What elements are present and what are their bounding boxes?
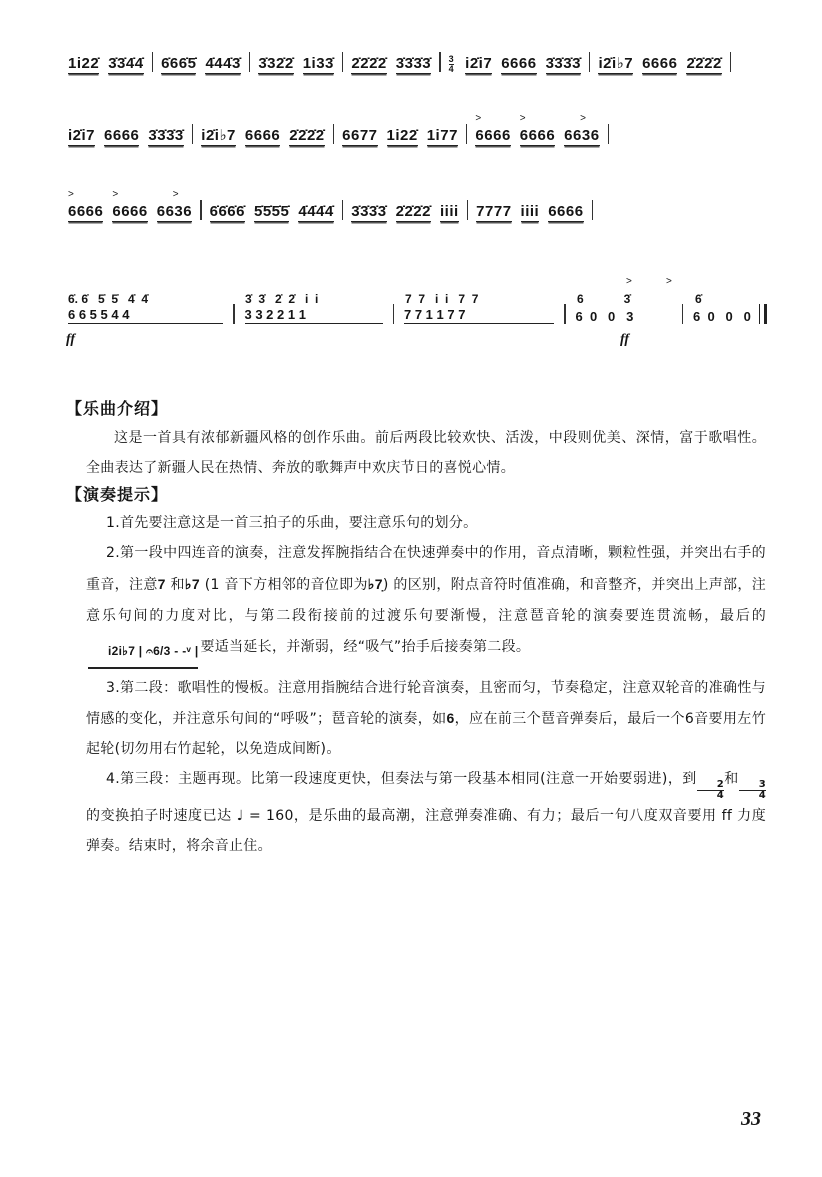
note-group: 3̇3̇3̇3̇ bbox=[148, 127, 184, 144]
time-signature: 3 4 bbox=[448, 54, 455, 74]
tips-list bbox=[86, 508, 766, 861]
measure bbox=[343, 55, 439, 74]
section-title-intro: 【乐曲介绍】 bbox=[66, 399, 169, 418]
measure bbox=[441, 55, 589, 74]
inline-score-excerpt: i2i♭7 | 𝄐6/3 - -ᵛ | bbox=[88, 636, 198, 669]
note-group: iiii bbox=[520, 203, 540, 220]
measure bbox=[334, 127, 466, 146]
measure bbox=[68, 55, 152, 74]
note-group: 1i77 bbox=[426, 127, 458, 144]
note-group: 6666 bbox=[501, 55, 537, 72]
note-group: 6̇66̇5̇ bbox=[161, 55, 197, 72]
accent-mark: > bbox=[68, 189, 75, 200]
note-group: 6666 bbox=[548, 203, 584, 220]
measure bbox=[68, 127, 192, 146]
note-group: i2̇i♭7 bbox=[598, 55, 634, 72]
final-system bbox=[66, 276, 778, 347]
note-group-accented: > 6636 bbox=[564, 113, 600, 144]
note-group: iiii bbox=[440, 203, 459, 220]
note-group-accented: > 6666 bbox=[519, 113, 556, 144]
note-group: 2̇2̇2̇2̇ bbox=[289, 127, 325, 144]
note-group-accented: > 6666 bbox=[475, 113, 511, 144]
note-group: 2̇2̇2̇2̇ bbox=[686, 55, 722, 72]
score-row-1 bbox=[68, 52, 778, 74]
dynamic-ff: ff bbox=[66, 332, 76, 347]
note-group: 4̇4̇4̇4̇ bbox=[298, 203, 334, 220]
measure bbox=[202, 203, 342, 222]
accent-mark: > bbox=[475, 113, 482, 124]
barline bbox=[233, 304, 235, 324]
note-group: 3̇3̇3̇3̇ bbox=[545, 55, 581, 72]
measure bbox=[590, 54, 729, 74]
note-group: 1i22̇ bbox=[68, 55, 100, 72]
barline bbox=[592, 200, 594, 220]
barline bbox=[730, 52, 732, 72]
score-row-2 bbox=[68, 113, 778, 146]
note-group-accented: > 6666 bbox=[68, 189, 104, 220]
measure bbox=[468, 203, 591, 222]
note-group: 3̇32̇2̇ bbox=[258, 55, 294, 72]
note-group: 6666 bbox=[642, 55, 678, 72]
note-group: 3̇3̇3̇3̇ bbox=[351, 203, 387, 220]
tip-1: 1.首先要注意这是一首三拍子的乐曲，要注意乐句的划分。 bbox=[106, 515, 478, 531]
note-group: 6666 bbox=[244, 127, 281, 144]
final-barline bbox=[759, 304, 767, 324]
barline bbox=[608, 124, 610, 144]
note-group: 6666 bbox=[104, 127, 140, 144]
note-group: i2̇i♭7 bbox=[201, 127, 236, 144]
accent-mark: > bbox=[519, 113, 527, 124]
note-group-accented: > 6666 bbox=[112, 189, 148, 220]
score-row-3 bbox=[68, 189, 778, 222]
measure bbox=[193, 126, 332, 146]
upper-voice: 6̇. 6̇ 5̇ 5̇ 4̇ 4̇ 3̇ 3̇ 2̇ 2̇ i i 7 7 i i 7 7 6 3̇ 6̇ bbox=[68, 292, 702, 306]
accent-mark: > bbox=[172, 189, 180, 200]
note-group: i2̇i7 bbox=[465, 55, 493, 72]
accent-mark: > bbox=[112, 189, 119, 200]
accent-mark: > bbox=[666, 276, 672, 287]
barline bbox=[564, 304, 566, 324]
note-group: 5̇5̇5̇5̇ bbox=[254, 203, 290, 220]
note-group: 1i22̇ bbox=[386, 127, 418, 144]
measure bbox=[68, 189, 200, 222]
time-sig-3-4: $\frac{3}{4}$ bbox=[739, 780, 766, 801]
note-group: 1i33̇ bbox=[302, 55, 334, 72]
accent-mark: > bbox=[580, 113, 587, 124]
note-group-accented: > 6636 bbox=[156, 189, 193, 220]
page-number: 33 bbox=[741, 1108, 761, 1130]
note-group: 2̇2̇2̇2̇ bbox=[395, 203, 431, 220]
measure bbox=[467, 113, 607, 146]
measure bbox=[153, 55, 249, 74]
lower-voice: 6 6 5 5 4 4 3 3 2 2 1 1 7 7 1 1 7 7 6 0 0 3 6 0 0 0 bbox=[68, 306, 778, 324]
note-group: 6̇6̇6̇6̇ bbox=[209, 203, 245, 220]
barline bbox=[393, 304, 395, 324]
note-group: 2̇2̇2̇2̇ bbox=[351, 55, 387, 72]
note-group: 3̇3̇4̇4̇ bbox=[108, 55, 144, 72]
note-group: 3̇3̇3̇3̇ bbox=[395, 55, 432, 72]
note-group: 4̇44̇3̇ bbox=[205, 55, 241, 72]
measure bbox=[250, 55, 342, 74]
note-group: 6677 bbox=[342, 127, 378, 144]
intro-paragraph: 这是一首具有浓郁新疆风格的创作乐曲。前后两段比较欢快、活泼，中段则优美、深情，富于歌唱性。全曲表达了新疆人民在热情、奔放的歌舞声中欢庆节日的喜悦心情。 bbox=[86, 430, 766, 476]
section-title-tips: 【演奏提示】 bbox=[66, 485, 169, 504]
tip-2: 2.第一段中四连音的演奏，注意发挥腕指结合在快速弹奏中的作用，音点清晰，颗粒性强，并突出右手的重音，注意7 和♭7 (1 音下方相邻的音位即为♭7̣) 的区别，附点音符时值准确，和音整齐，并突出上声部，注意乐句间的力度对比，与第二段衔接前的过渡乐句要渐慢，注意琶音轮的演奏要连贯流畅，最后的i2i♭7 | 𝄐6/3 - -ᵛ | 要适当延长，并渐弱，经“吸气”抬手后接奏第二段。 bbox=[86, 538, 766, 669]
measure bbox=[343, 203, 466, 222]
tip-3: 3.第二段：歌唱性的慢板。注意用指腕结合进行轮音演奏，且密而匀，节奏稳定，注意双轮音的准确性与情感的变化，并注意乐句间的“呼吸”；琶音轮的演奏，如6，应在前三个琶音弹奏后，最后一个6音要用左竹起轮(切勿用右竹起轮，以免造成间断)。 bbox=[86, 680, 766, 757]
accent-mark: > bbox=[626, 276, 632, 287]
barline bbox=[682, 304, 684, 324]
tip-4: 4.第三段：主题再现。比第一段速度更快，但奏法与第一段基本相同(注意一开始要弱进)，到 $\frac{2}{4}$ 和 $\frac{3}{4}$ 的变换拍子时速度已达 ♩ = 160，是乐曲的最高潮，注意弹奏准确、有力；最后一句八度双音要用 ff 力度弹奏。结束时，将余音止住。 bbox=[86, 771, 766, 854]
inline-note: 6 bbox=[446, 710, 455, 726]
dynamic-ff: ff bbox=[620, 332, 630, 347]
note-group: 7777 bbox=[476, 203, 512, 220]
time-sig-2-4: $\frac{2}{4}$ bbox=[697, 780, 724, 801]
note-group: i2̇i7 bbox=[68, 127, 96, 144]
